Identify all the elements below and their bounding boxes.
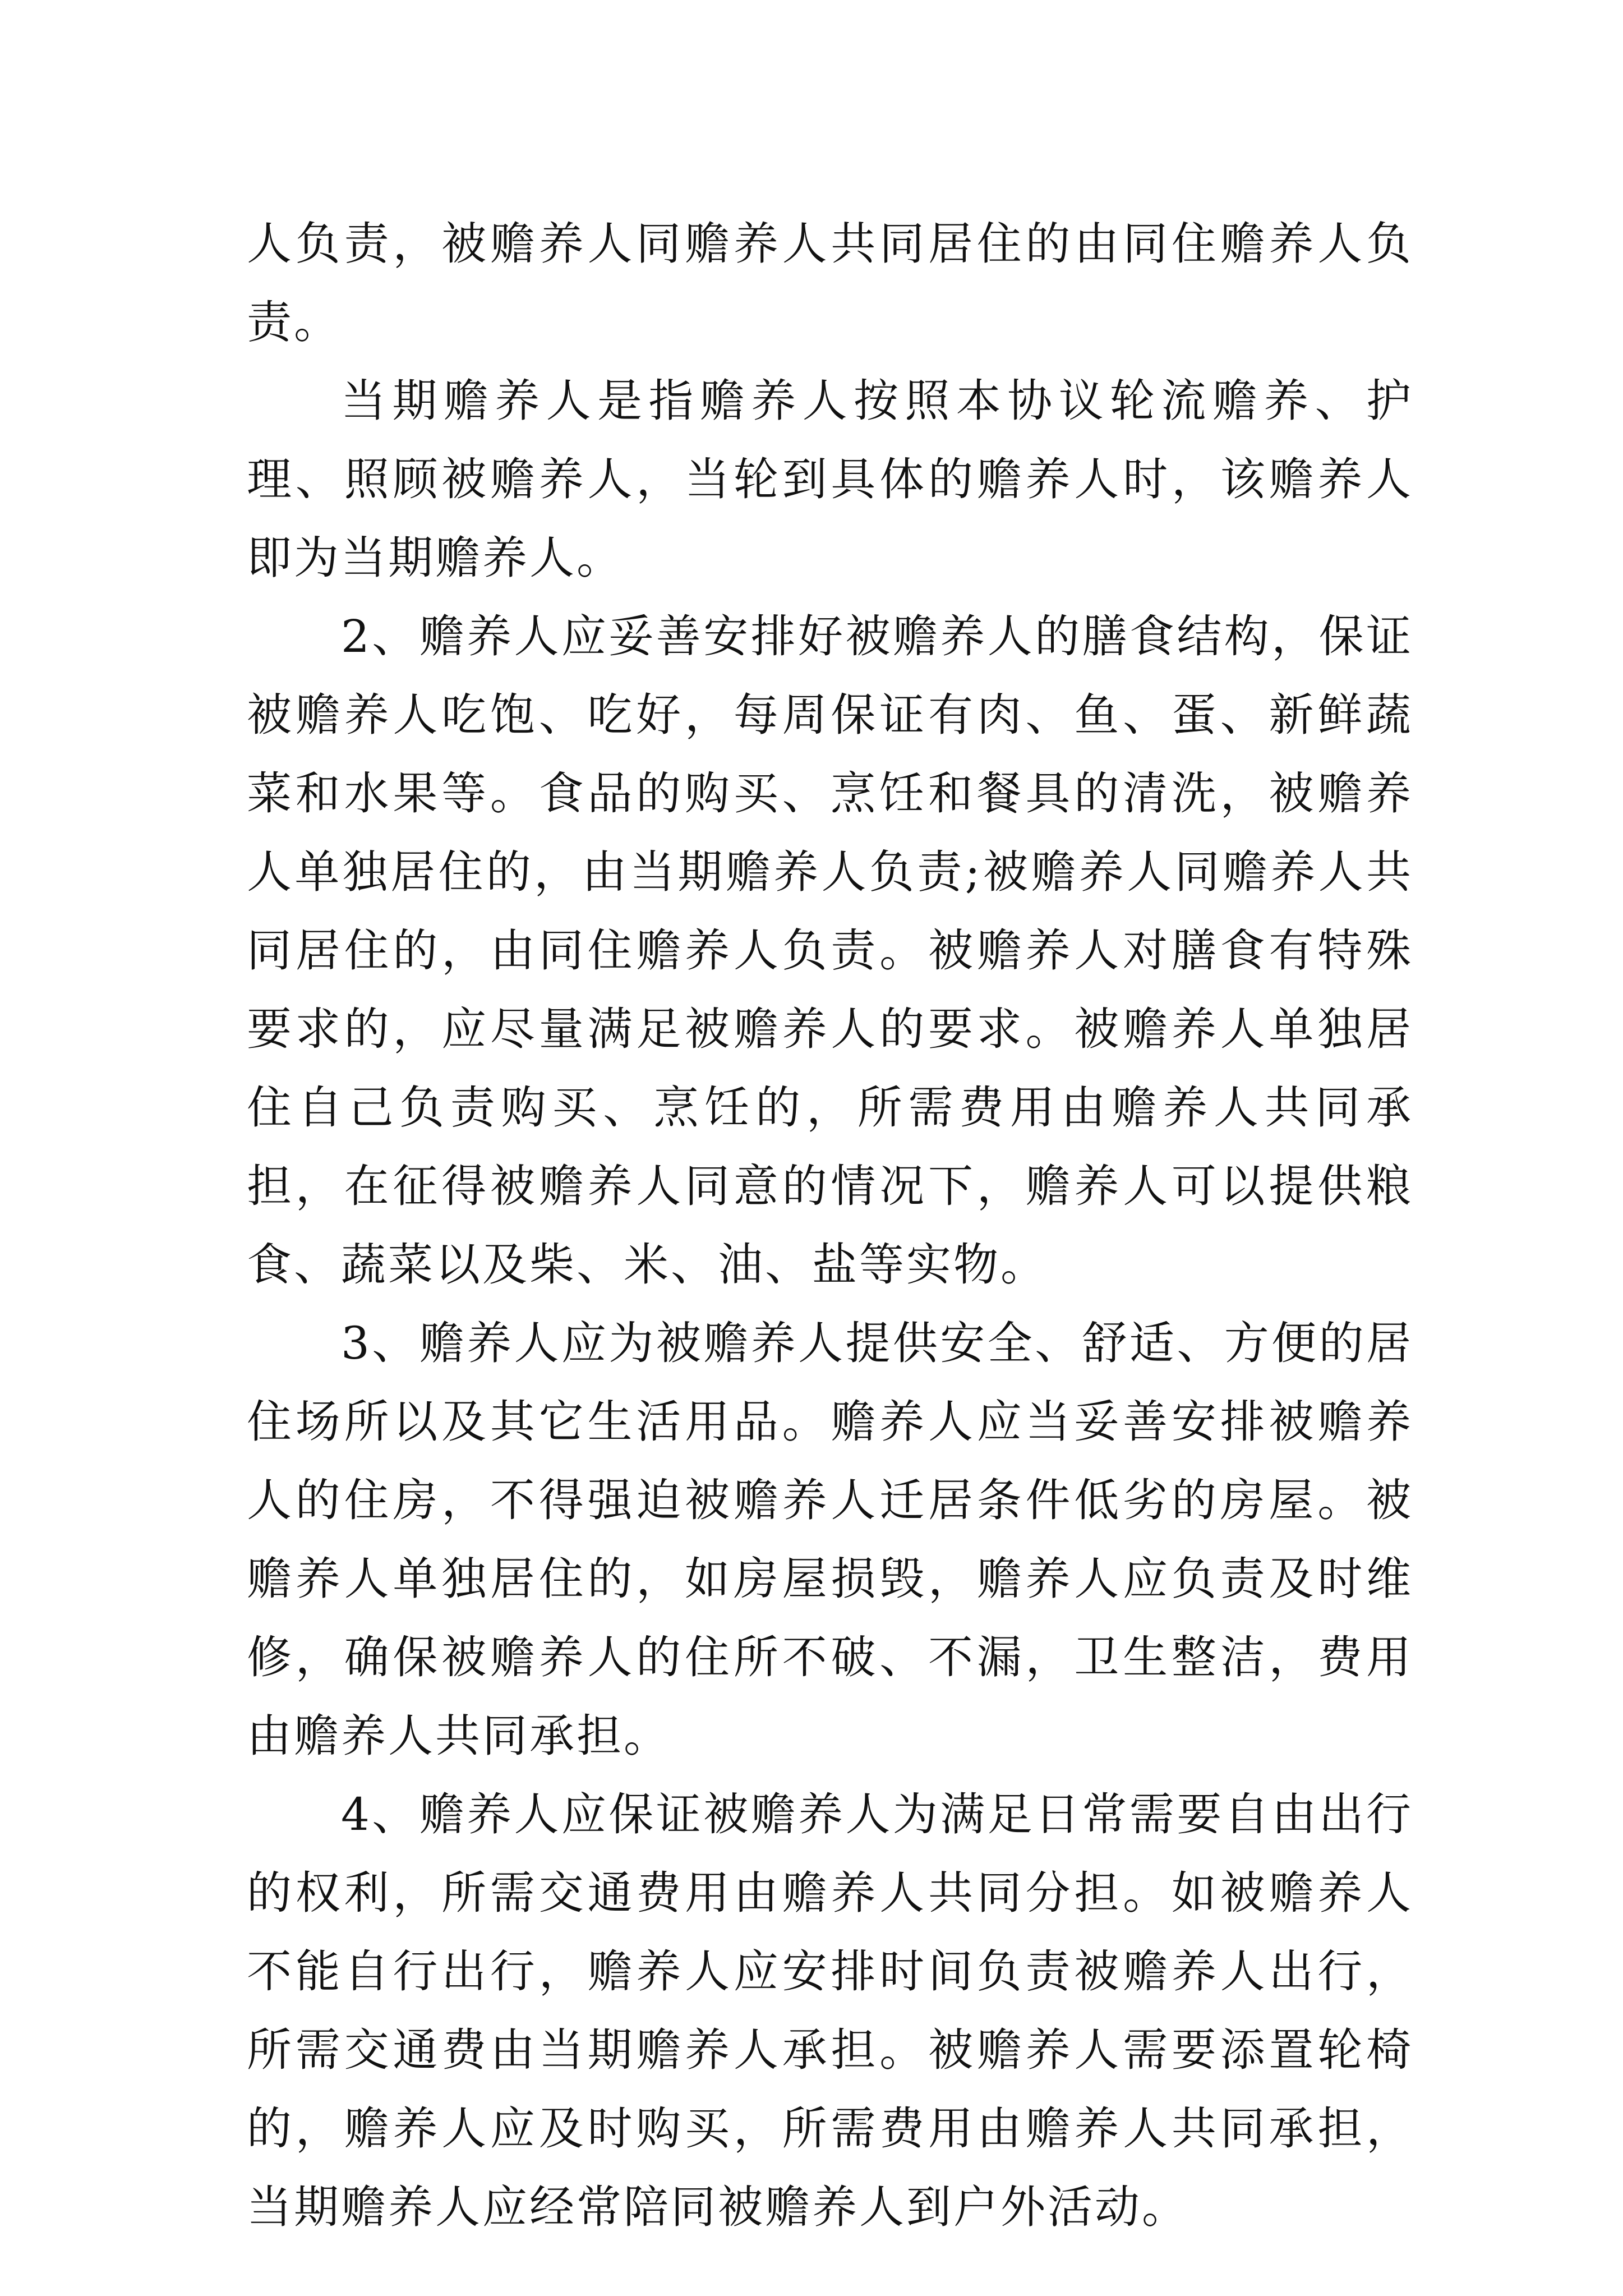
paragraph-clause-2: 2、赡养人应妥善安排好被赡养人的膳食结构，保证被赡养人吃饱、吃好，每周保证有肉、鱼、蛋、新鲜蔬菜和水果等。食品的购买、烹饪和餐具的清洗，被赡养人单独居住的，由当期赡养人负责;被赡养人同赡养人共同居住的，由同住赡养人负责。被赡养人对膳食有特殊要求的，应尽量满足被赡养人的要求。被赡养人单独居住自己负责购买、烹饪的，所需费用由赡养人共同承担，在征得被赡养人同意的情况下，赡养人可以提供粮食、蔬菜以及柴、米、油、盐等实物。 [247,610,1413,1291]
paragraph-clause-3: 3、赡养人应为被赡养人提供安全、舒适、方便的居住场所以及其它生活用品。赡养人应当妥善安排被赡养人的住房，不得强迫被赡养人迁居条件低劣的房屋。被赡养人单独居住的，如房屋损毁，赡养人应负责及时维修，确保被赡养人的住所不破、不漏，卫生整洁，费用由赡养人共同承担。 [247,1317,1413,1762]
document-body [247,205,1413,2247]
paragraph-definition: 当期赡养人是指赡养人按照本协议轮流赡养、护理、照顾被赡养人，当轮到具体的赡养人时，该赡养人即为当期赡养人。 [247,375,1413,584]
paragraph-clause-4: 4、赡养人应保证被赡养人为满足日常需要自由出行的权利，所需交通费用由赡养人共同分担。如被赡养人不能自行出行，赡养人应安排时间负责被赡养人出行，所需交通费由当期赡养人承担。被赡养人需要添置轮椅的，赡养人应及时购买，所需费用由赡养人共同承担，当期赡养人应经常陪同被赡养人到户外活动。 [247,1788,1413,2233]
paragraph-continuation: 人负责，被赡养人同赡养人共同居住的由同住赡养人负责。 [247,218,1413,348]
